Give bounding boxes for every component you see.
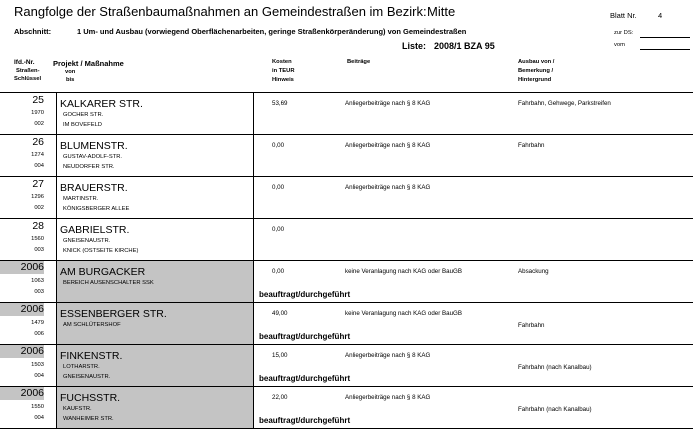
street-name: BLUMENSTR. <box>60 140 128 152</box>
entry-code-1: 1550 <box>31 404 44 410</box>
vom-label: vom <box>614 42 625 48</box>
entry-code-2: 006 <box>34 331 44 337</box>
street-to: NEUDORFER STR. <box>63 164 115 170</box>
ausbau-text: Absackung <box>518 268 549 275</box>
street-from: KAUFSTR. <box>63 406 92 412</box>
col-bemerkung: Bemerkung / <box>518 68 554 74</box>
beitraege-text: Anliegerbeiträge nach § 8 KAG <box>345 394 431 401</box>
entry-number: 2006 <box>0 303 44 316</box>
col-strassen: Straßen- <box>16 68 40 74</box>
col-bis: bis <box>66 77 75 83</box>
bezirk-name: Mitte <box>427 4 456 19</box>
status-text: beauftragt/durchgeführt <box>259 290 351 299</box>
street-name: FINKENSTR. <box>60 350 123 362</box>
beitraege-text: Anliegerbeiträge nach § 8 KAG <box>345 352 431 359</box>
entry-code-1: 1296 <box>31 194 44 200</box>
entry-code-2: 003 <box>34 289 44 295</box>
status-text: beauftragt/durchgeführt <box>259 416 351 425</box>
entry-code-2: 004 <box>34 163 44 169</box>
street-to: KNICK (OSTSEITE KIRCHE) <box>63 248 139 254</box>
entry-number: 2006 <box>0 345 44 358</box>
ausbau-text: Fahrbahn <box>518 142 545 149</box>
entry-code-1: 1560 <box>31 236 44 242</box>
entry-number: 2006 <box>0 387 44 400</box>
col-hintergrund: Hintergrund <box>518 77 552 83</box>
ausbau-text: Fahrbahn (nach Kanalbau) <box>518 406 592 413</box>
street-from: GOCHER STR. <box>63 112 104 118</box>
street-to: GNEISENAUSTR. <box>63 374 111 380</box>
kosten-value: 0,00 <box>272 142 285 149</box>
kosten-value: 0,00 <box>272 268 285 275</box>
street-to: IM BOVEFELD <box>63 122 102 128</box>
blatt-label: Blatt Nr. <box>610 11 637 20</box>
street-from: BEREICH AUSENSCHALTER SSK <box>63 280 154 286</box>
page-title: Rangfolge der Straßenbaumaßnahmen an Gemeindestraßen im Bezirk: <box>14 4 427 19</box>
entry-number: 27 <box>32 178 44 190</box>
liste-label: Liste: <box>402 41 427 51</box>
beitraege-text: Anliegerbeiträge nach § 8 KAG <box>345 100 431 107</box>
entry-code-1: 1479 <box>31 320 44 326</box>
entry-number: 26 <box>32 136 44 148</box>
entry-number: 2006 <box>0 261 44 274</box>
street-name: BRAUERSTR. <box>60 182 128 194</box>
zur-ds-line <box>640 37 690 38</box>
beitraege-text: Anliegerbeiträge nach § 8 KAG <box>345 184 431 191</box>
kosten-value: 15,00 <box>272 352 288 359</box>
entry-code-1: 1970 <box>31 110 44 116</box>
entry-code-2: 004 <box>34 415 44 421</box>
street-to: WANHEIMER STR. <box>63 416 114 422</box>
col-kosten: Kosten <box>272 59 292 65</box>
entry-number: 25 <box>32 94 44 106</box>
entry-code-1: 1063 <box>31 278 44 284</box>
entry-code-2: 003 <box>34 247 44 253</box>
beitraege-text: keine Veranlagung nach KAG oder BauGB <box>345 310 462 317</box>
street-from: AM SCHLÜTERSHOF <box>63 322 121 328</box>
col-hinweis: Hinweis <box>272 77 294 83</box>
col-in-teur: in TEUR <box>272 68 295 74</box>
entry-code-1: 1274 <box>31 152 44 158</box>
street-name: AM BURGACKER <box>60 266 146 278</box>
street-from: GUSTAV-ADOLF-STR. <box>63 154 123 160</box>
status-text: beauftragt/durchgeführt <box>259 374 351 383</box>
col-schluessel: Schlüssel <box>14 76 42 82</box>
entry-code-2: 004 <box>34 373 44 379</box>
col-von: von <box>65 69 76 75</box>
kosten-value: 49,00 <box>272 310 288 317</box>
zur-ds-label: zur DS: <box>614 30 634 36</box>
entry-code-2: 002 <box>34 205 44 211</box>
col-ausbau: Ausbau von / <box>518 59 555 65</box>
ausbau-text: Fahrbahn, Gehwege, Parkstreifen <box>518 100 611 107</box>
street-from: LOTHARSTR. <box>63 364 100 370</box>
col-beitraege: Beiträge <box>347 59 371 65</box>
street-name: FUCHSSTR. <box>60 392 121 404</box>
street-to: KÖNIGSBERGER ALLEE <box>63 206 130 212</box>
blatt-number: 4 <box>658 11 663 20</box>
col-projekt: Projekt / Maßnahme <box>53 59 124 68</box>
beitraege-text: Anliegerbeiträge nach § 8 KAG <box>345 142 431 149</box>
liste-value: 2008/1 BZA 95 <box>434 41 495 51</box>
street-name: KALKARER STR. <box>60 98 143 110</box>
street-name: GABRIELSTR. <box>60 224 130 236</box>
vom-line <box>640 49 690 50</box>
ausbau-text: Fahrbahn (nach Kanalbau) <box>518 364 592 371</box>
row-separator <box>0 428 693 429</box>
entry-code-2: 002 <box>34 121 44 127</box>
abschnitt-text: 1 Um- und Ausbau (vorwiegend Oberflächenarbeiten, geringe Straßenkörperänderung) von Gemeindestraßen <box>77 27 467 36</box>
kosten-value: 22,00 <box>272 394 288 401</box>
street-from: MARTINSTR. <box>63 196 99 202</box>
abschnitt-label: Abschnitt: <box>14 27 52 36</box>
ausbau-text: Fahrbahn <box>518 322 545 329</box>
street-from: GNEISENAUSTR. <box>63 238 111 244</box>
entry-number: 28 <box>32 220 44 232</box>
kosten-value: 0,00 <box>272 184 285 191</box>
beitraege-text: keine Veranlagung nach KAG oder BauGB <box>345 268 462 275</box>
kosten-value: 0,00 <box>272 226 285 233</box>
status-text: beauftragt/durchgeführt <box>259 332 351 341</box>
kosten-value: 53,69 <box>272 100 288 107</box>
entry-code-1: 1503 <box>31 362 44 368</box>
col-lfd-nr: lfd.-Nr. <box>14 59 35 66</box>
street-name: ESSENBERGER STR. <box>60 308 167 320</box>
